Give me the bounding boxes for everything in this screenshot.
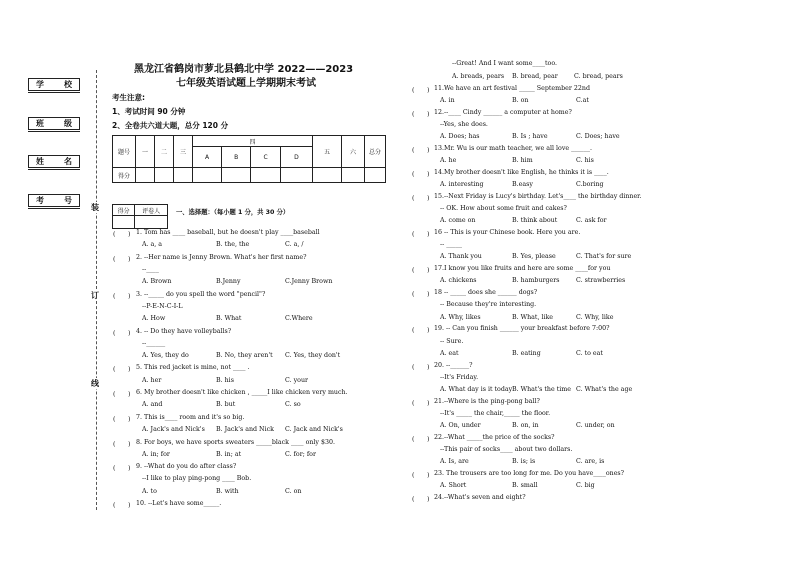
answer-blank-1[interactable]: ( ) [113,231,131,238]
binding-zhuang: 装 [91,203,99,212]
question-22-option-b: B. is; is [512,457,536,465]
question-2-option-c: C.Jenny Brown [285,278,333,286]
answer-blank-20[interactable]: ( ) [412,363,430,371]
question-9-option-c: C. on [285,487,302,495]
answer-blank-2[interactable]: ( ) [113,255,131,263]
question-19-option-b: B. eating [512,349,541,357]
notice-item2: 2、全卷共六道大题，总分 120 分 [112,121,229,130]
question-19-line2: -- Sure. [440,337,464,345]
question-12-option-b: B. Is ; have [512,133,548,141]
binding-ding: 订 [91,291,99,300]
question-4-option-b: B. No, they aren't [216,351,273,359]
school-label: 学 校 [28,78,80,91]
question-21-option-b: B. on, in [512,421,539,429]
answer-blank-4[interactable]: ( ) [113,329,131,337]
answer-blank-7[interactable]: ( ) [113,415,131,423]
answer-blank-18[interactable]: ( ) [412,291,430,299]
answer-blank-19[interactable]: ( ) [412,327,430,335]
class-label: 班 级 [28,117,80,130]
q10-option-a: A. breads, pears [452,73,505,80]
question-3-option-b: B. What [216,315,242,322]
q10-option-b: B. bread, pear [512,73,558,80]
question-8-option-a: A. in; for [142,450,170,458]
question-5-option-c: C. your [285,376,309,384]
question-9-option-b: B. with [216,487,239,495]
question-15-line2: -- OK. How about some fruit and cakes? [440,205,567,213]
question-15-option-c: C. ask for [576,217,607,225]
question-20-option-c: C. What's the age [576,385,633,393]
question-24: 24.--What's seven and eight? [434,493,526,501]
question-14-option-c: C.boring [576,181,604,189]
q10-reply: --Great! And I want some____too. [452,60,558,67]
answer-blank-14[interactable]: ( ) [412,171,430,179]
exam-title: 七年级英语试题上学期期末考试 [176,78,316,89]
question-19-option-c: C. to eat [576,349,603,357]
question-4-option-c: C. Yes, they don't [285,351,341,359]
answer-blank-12[interactable]: ( ) [412,111,430,118]
answer-blank-23[interactable]: ( ) [412,471,430,479]
question-18-option-a: A. Why, likes [440,313,481,321]
question-3-option-c: C.Where [285,315,313,322]
question-22: 22.--What _____the price of the socks? [434,433,555,441]
question-16-option-a: A. Thank you [440,253,482,261]
answer-blank-24[interactable]: ( ) [412,495,430,503]
question-11-option-b: B. on [512,97,529,105]
question-7: 7. This is____ room and it's so big. [136,413,245,421]
question-17-option-a: A. chickens [440,277,477,285]
question-9-line2: --I like to play ping-pong ____ Bob. [142,475,252,483]
question-20: 20. --______? [434,361,473,369]
question-1-option-b: B. the, the [216,241,250,249]
notice-item1: 1、考试时间 90 分钟 [112,107,186,116]
question-3-option-a: A. How [142,315,166,322]
question-6-option-a: A. and [142,401,163,409]
question-1: 1. Tom has ____ baseball, but he doesn't play ____baseball [136,229,320,236]
question-13: 13.Mr. Wu is our math teacher, we all love ______. [434,145,592,153]
question-10: 10. --Let's have some_____. [136,500,222,508]
question-12-line2: --Yes, she does. [440,121,488,129]
question-6: 6. My brother doesn't like chicken , _____I like chicken very much. [136,389,348,397]
question-16-option-c: C. That's for sure [576,253,632,261]
answer-blank-21[interactable]: ( ) [412,399,430,407]
question-13-option-c: C. his [576,157,594,165]
question-22-option-c: C. are, is [576,457,605,465]
answer-blank-5[interactable]: ( ) [113,366,131,374]
question-1-option-c: C. a, / [285,241,304,249]
question-5-option-a: A. her [142,376,162,384]
question-2-option-b: B.Jenny [216,278,241,286]
answer-blank-13[interactable]: ( ) [412,147,430,155]
question-7-option-c: C. Jack and Nick's [285,426,343,433]
question-18-option-c: C. Why, like [576,313,614,321]
question-19: 19. -- Can you finish ______ your breakfast before 7:00? [434,325,610,333]
question-21-option-a: A. On, under [440,421,481,429]
question-5-option-b: B. his [216,376,234,384]
question-14-option-b: B.easy [512,181,533,189]
question-4-option-a: A. Yes, they do [142,351,189,359]
question-15: 15.--Next Friday is Lucy's birthday. Let's____ the birthday dinner. [434,193,642,201]
question-11-option-a: A. in [440,97,455,105]
q10-option-c: C. bread, pears [574,73,623,80]
answer-blank-15[interactable]: ( ) [412,195,430,203]
answer-blank-9[interactable]: ( ) [113,465,131,473]
question-20-option-a: A. What day is it today [440,385,513,393]
answer-blank-8[interactable]: ( ) [113,440,131,448]
question-3-line2: --P-E-N-C-I-L [142,302,183,310]
question-17-option-c: C. strawberries [576,277,626,285]
question-21-option-c: C. under, on [576,421,615,429]
answer-blank-6[interactable]: ( ) [113,391,131,399]
question-15-option-a: A. come on [440,217,476,225]
notice-title: 考生注意: [112,93,145,102]
question-7-option-a: A. Jack's and Nick's [142,426,205,433]
question-23-option-b: B. small [512,481,538,489]
question-14-option-a: A. interesting [440,181,484,189]
question-12-option-a: A. Does; has [440,133,480,141]
score-table: 题号 一 二 三 四 五 六 总分 A B C D 得分 [112,135,386,183]
answer-blank-10[interactable]: ( ) [113,502,131,510]
question-5: 5. This red jacket is mine, not ____ . [136,364,250,372]
question-4: 4. -- Do they have volleyballs? [136,327,232,335]
question-11-option-c: C.at [576,97,589,105]
question-20-line2: --It's Friday. [440,373,479,381]
question-8: 8. For boys, we have sports sweaters _____black ____ only $30. [136,438,336,446]
question-21-line2: --It's _____ the chair,_____ the floor. [440,409,551,417]
question-2-line2: --____ [142,265,159,273]
answer-blank-17[interactable]: ( ) [412,267,430,275]
question-4-line2: --______ [142,339,166,347]
answer-blank-3[interactable]: ( ) [113,292,131,300]
question-21: 21.--Where is the ping-pong ball? [434,397,540,405]
question-9: 9. --What do you do after class? [136,463,237,471]
question-8-option-b: B. in; at [216,450,242,458]
school-title: 黑龙江省鹤岗市萝北县鹤北中学 2022——2023 [134,64,354,75]
question-23: 23. The trousers are too long for me. Do you have____ones? [434,469,625,477]
question-3: 3. --_____ do you spell the word "pencil"? [136,290,266,298]
question-14: 14.My brother doesn't like English, he thinks it is ____. [434,169,609,177]
question-6-option-c: C. so [285,401,301,409]
answer-blank-22[interactable]: ( ) [412,435,430,443]
question-1-option-a: A. a, a [142,241,163,249]
question-9-option-a: A. to [142,487,157,495]
binding-xian: 线 [91,379,99,388]
question-13-option-b: B. him [512,157,533,165]
question-18-line2: -- Because they're interesting. [440,301,537,309]
question-16: 16 -- This is your Chinese book. Here you are. [434,229,581,237]
question-22-option-a: A. Is, are [440,457,469,465]
question-20-option-b: B. What's the time [512,385,571,393]
question-19-option-a: A. eat [440,349,459,357]
question-2: 2. --Her name is Jenny Brown. What's her first name? [136,253,307,261]
question-7-option-b: B. Jack's and Nick [216,426,274,433]
question-12-option-c: C. Does; have [576,133,620,141]
question-22-line2: --This pair of socks____ about two dollars. [440,445,573,453]
question-2-option-a: A. Brown [142,278,172,286]
question-23-option-a: A. Short [440,481,467,489]
name-label: 姓 名 [28,155,80,168]
number-label: 考 号 [28,194,80,207]
question-18: 18 -- _____ does she ______ dogs? [434,289,538,297]
question-23-option-c: C. big [576,481,595,489]
question-12: 12.--____ Cindy ______ a computer at home? [434,109,572,116]
section1-title: 一、选择题：（每小题 1 分，共 30 分） [176,209,290,216]
section1-score-box: 得分 评卷人 [112,204,168,229]
answer-blank-16[interactable]: ( ) [412,231,430,239]
question-6-option-b: B. but [216,401,236,409]
question-16-line2: -- _____ [440,241,462,249]
question-18-option-b: B. What, like [512,313,554,321]
answer-blank-11[interactable]: ( ) [412,87,430,94]
question-13-option-a: A. he [440,157,457,165]
question-16-option-b: B. Yes, please [512,253,556,261]
question-17-option-b: B. hamburgers [512,277,560,285]
question-15-option-b: B. think about [512,217,558,225]
question-17: 17.I know you like fruits and here are some ____for you [434,265,611,273]
question-8-option-c: C. for; for [285,450,316,458]
question-11: 11.We have an art festival _____ September 22nd [434,85,590,92]
